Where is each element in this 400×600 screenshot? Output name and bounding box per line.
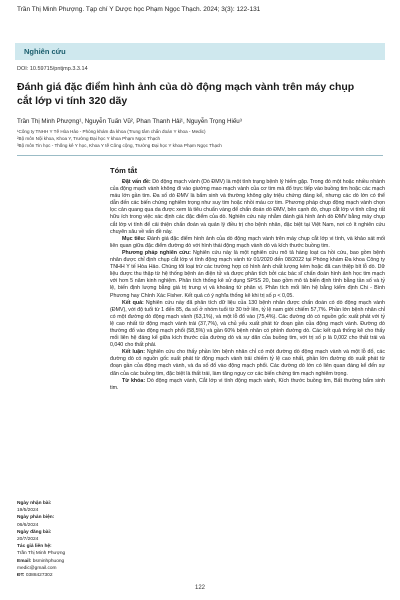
para-text: Nghiên cứu này đã phân tích dữ liệu của 130 bệnh nhân được chẩn đoán có dò động mạch vành (ĐMV), với độ tuổi từ 1 đến 85, đa số ở nhóm tuổi từ 30 trở lên, tỷ lệ nam giới chiếm 57,7%. Phần lớn bệnh nhân chỉ có một đường dò động mạch vành (63,1%), và một lỗ đổ vào (75,4%). Các đường dò có nguồn gốc xuất phát với tỷ lệ cao nhất từ động mạch vành trái (37,7%), và chủ yếu xuất phát từ đoạn gần của động mạch vành. Đường dò thường đổ vào động mạch phổi (58,5%) và gần 60% bệnh nhân có phình đường dò. Các kết quả thống kê cho thấy mối liên hệ đáng kể giữa kích thước của đường dò và sự dãn của buồng tim, với trị số p là 0,002 cho thất trái và 0,040 cho thất phải. [110, 299, 385, 349]
abstract-results [110, 300, 385, 350]
section-label: Nghiên cứu [24, 47, 66, 56]
para-text: Nghiên cứu cho thấy phần lớn bệnh nhân chỉ có một đường dò động mạch vành và một lỗ đổ, các đường dò có nguồn gốc xuất phát từ động mạch vành trái chiếm tỷ lệ cao nhất, phần lớn đường dò xuất phát từ đoạn gần của động mạch vành, và đa số đổ vào động mạch phổi. Các đường dò lớn có liên quan đáng kể đến sự dãn của các buồng tim, đặc biệt là thất trái, làm tăng nguy cơ các biến chứng tim mạch nghiêm trọng. [110, 349, 385, 377]
contact-email[interactable]: Email: bsminhphuong medic@gmail.com [17, 558, 65, 571]
abstract-heading: Tóm tắt [110, 166, 138, 175]
abstract-conclusion [110, 349, 385, 377]
para-text: Dò động mạch vành (Dò ĐMV) là một tình trạng bệnh lý hiếm gặp. Trong đó một hoặc nhiều nhánh của động mạch vành không đi vào giường mao mạch vành của cơ tim mà đổ trực tiếp vào buồng tim hoặc các mạch máu lớn gần tim. Đa số dò ĐMV là bẩm sinh và thường không gây triệu chứng đáng kể, nhưng các dò lớn có thể dẫn đến các biến chứng nghiêm trọng như suy tim hoặc nhồi máu cơ tim. Phương pháp chụp động mạch vành chọn lọc cản quang qua da được xem là tiêu chuẩn vàng để chẩn đoán dò ĐMV, bên cạnh đó, chụp cắt lớp vi tính cũng rất hữu ích trong việc xác định các đặc điểm của dò. Nghiên cứu này nhằm đánh giá hình ảnh dò ĐMV bằng máy chụp cắt lớp vi tính để cải thiện chẩn đoán và quản lý điều trị cho bệnh nhân, đặc biệt tại Việt Nam, nơi có ít nghiên cứu chuyên sâu về vấn đề này. [110, 179, 385, 235]
divider [17, 155, 383, 156]
article-title: Đánh giá đặc điểm hình ảnh của dò động mạch vành trên máy chụp cắt lớp vi tính 320 dãy [17, 81, 355, 107]
para-label: Từ khóa: [122, 377, 146, 384]
section-band [15, 43, 385, 60]
para-text: Đánh giá đặc điểm hình ảnh của dò động mạch vành trên máy chụp cắt lớp vi tính, và khảo sát mối liên quan giữa đặc điểm đường dò với hình thái động mạch vành dò và kích thước buồng tim. [110, 235, 385, 249]
para-label: Mục tiêu: [122, 235, 146, 242]
para-label: Kết quả: [122, 299, 144, 306]
doi-link[interactable]: DOI: 10.59715/pntjmp.3.3.14 [17, 66, 88, 72]
received-date: Ngày nhận bài: 19/5/2024 [17, 501, 52, 514]
author-list: Trần Thị Minh Phượng¹, Nguyễn Tuấn Vũ², Phan Thanh Hải¹, Nguyễn Trọng Hiếu³ [17, 118, 242, 125]
corresponding-author: Tác giả liên hệ: Trần Thị Minh Phượng [17, 544, 66, 557]
review-date: Ngày phản biện: 06/6/2024 [17, 515, 55, 528]
abstract-methods [110, 250, 385, 300]
affiliation-2: ²Bộ môn Nội khoa, Khoa Y, Trường Đại học Y khoa Phạm Ngọc Thạch [17, 136, 161, 141]
abstract-keywords [110, 378, 385, 392]
abstract-background [110, 179, 385, 236]
abstract [110, 166, 385, 392]
abstract-objective [110, 236, 385, 250]
affiliation-3: ³Bộ môn Tin học - Thống kê Y học, Khoa Y tế Công cộng, Trường Đại học Y khoa Phạm Ngọc Thạch [17, 143, 222, 148]
running-header: Trần Thị Minh Phượng. Tạp chí Y Dược học Phạm Ngọc Thạch. 2024; 3(3): 122-131 [17, 6, 261, 13]
article-info [17, 500, 102, 579]
para-text: Nghiên cứu này là một nghiên cứu mô tả hàng loạt ca hồi cứu, bao gồm bệnh nhân được chỉ định chụp cắt lớp vi tính động mạch vành từ 01/2020 đến 08/2022 tại Phòng khám Đa khoa Công ty TNHH Y tế Hòa Hảo. Chúng tôi loại trừ các trường hợp có hình ảnh chất lượng kém hoặc đã can thiệp bít lỗ dò. Dữ liệu được thu thập từ hệ thống bệnh án điện tử và được phân tích bởi các bác sĩ chẩn đoán hình ảnh học tim mạch với hơn 5 năm kinh nghiệm. Phân tích thống kê sử dụng SPSS 20, bao gồm mô tả biến định tính bằng tần số và tỷ lệ, biến định lượng bằng giá trị trung vị và khoảng tứ phân vị. Phân tích mối liên hệ bằng kiểm định Chi - Bình Phương hay Chính Xác Fisher. Kết quả có ý nghĩa thống kê khi trị số p < 0,05. [110, 249, 385, 299]
para-label: Đặt vấn đề: [122, 179, 151, 185]
para-text: Dò động mạch vành, Cắt lớp vi tính động mạch vành, Kích thước buồng tim, Bất thường bẩm sinh tim. [110, 377, 385, 391]
page-number: 122 [194, 585, 205, 591]
published-date: Ngày đăng bài: 20/7/2024 [17, 529, 52, 543]
affiliation-1: ¹Công ty TNHH Y Tế Hòa Hảo - Phòng khám đa khoa (Trung tâm chẩn đoán Y khoa - Medic) [17, 129, 206, 134]
para-label: Kết luận: [122, 349, 146, 356]
para-label: Phương pháp nghiên cứu: [122, 249, 191, 256]
contact-phone: ĐT: 0388427302 [17, 573, 53, 579]
